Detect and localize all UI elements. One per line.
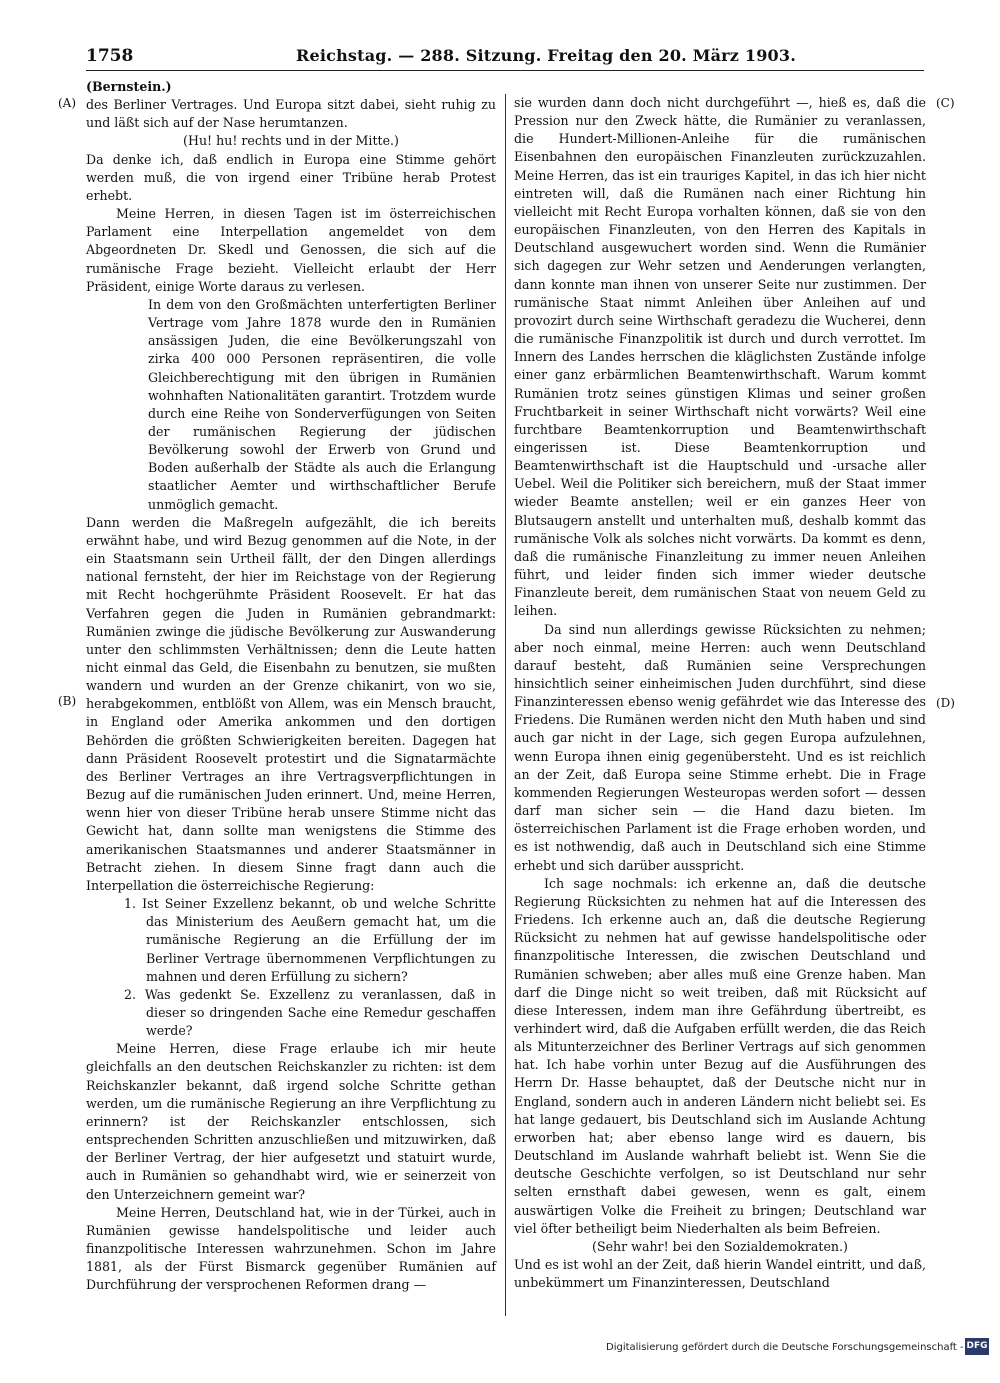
- interjection: (Hu! hu! rechts und in der Mitte.): [183, 133, 399, 149]
- margin-mark-a: (A): [58, 96, 77, 110]
- paragraph: sie wurden dann doch nicht durchgeführt —, hieß es, daß die Pression nur den Zweck hätte, die Rumänier zu veranlassen, die Hundert-Millionen-Anleihe für die rumänischen Eisenbahnen den europäischen Finanzleuten zurückzuzahlen. Meine Herren, das ist ein trauriges Kapitel, in das ich hier nicht eintreten will, daß die Rumänen nach einer Richtung hin vielleicht mit Recht Europa vorhalten können, daß sie von den europäischen Finanzleuten, von den Herren des Kapitals in Deutschland ausgewuchert worden sind. Wenn die Rumänier sich dagegen zur Wehr setzen und Aenderungen verlangten, dann konnte man ihnen von unserer Seite nur zustimmen. Der rumänische Staat nimmt Anleihen über Anleihen auf und provozirt durch seine Wirthschaft geradezu die Wucherei, denn die rumänische Finanzpolitik ist durch und durch verrottet. Im Innern des Landes herrschen die kläglichsten Zustände infolge einer ganz erbärmlichen Beamtenwirthschaft. Warum kommt Rumänien trotz seines günstigen Klimas und seiner großen Fruchtbarkeit in seiner Wirthschaft nicht vorwärts? Weil eine furchtbare Beamtenkorruption und Beamtenwirthschaft eingerissen ist. Diese Beamtenkorruption und Beamtenwirthschaft ist die Hauptschuld und -ursache aller Uebel. Weil die Politiker sich bereichern, muß der Staat immer wieder Beamte anstellen; weil er ein ganzes Heer von Blutsaugern anstellt und unterhalten muß, deshalb kommt das rumänische Volk als solches nicht vorwärts. Da kommt es denn, daß die rumänische Finanzleitung zu immer neuen Anleihen führt, und leider finden sich immer wieder deutsche Finanzleute bereit, dem rumänischen Staat von neuem Geld zu leihen.: [514, 95, 926, 619]
- paragraph: Da denke ich, daß endlich in Europa eine Stimme gehört werden muß, die von irgend einer Tribüne herab Protest erhebt.: [86, 151, 496, 203]
- margin-mark-c: (C): [936, 96, 955, 110]
- running-title: Reichstag. — 288. Sitzung. Freitag den 20. März 1903.: [296, 46, 796, 65]
- column-divider: [505, 94, 506, 1316]
- paragraph: Meine Herren, Deutschland hat, wie in der Türkei, auch in Rumänien gewisse handelspolitische und leider auch finanzpolitische Interessen wahrzunehmen. Schon im Jahre 1881, als der Fürst Bismarck gegenüber Rumänien auf Durchführung der versprochenen Reformen drang —: [86, 1204, 496, 1293]
- interjection: (Sehr wahr! bei den Sozialdemokraten.): [592, 1238, 848, 1254]
- header-rule: [86, 70, 924, 71]
- margin-mark-b: (B): [58, 694, 77, 708]
- page-number: 1758: [86, 46, 134, 66]
- paragraph: Meine Herren, in diesen Tagen ist im österreichischen Parlament eine Interpellation angemeldet von dem Abgeordneten Dr. Skedl und Genossen, die sich auf die rumänische Frage bezieht. Vielleicht erlaubt der Herr Präsident, einige Worte daraus zu verlesen.: [86, 206, 496, 294]
- page-header: [86, 44, 924, 68]
- paragraph: Und es ist wohl an der Zeit, daß hierin Wandel eintritt, und daß, unbekümmert um Finanzinteressen, Deutschland: [514, 1257, 926, 1291]
- speaker-label: (Bernstein.): [86, 79, 172, 94]
- list-item: 2. Was gedenkt Se. Exzellenz zu veranlassen, daß in dieser so dringenden Sache eine Remedur geschaffen werde?: [124, 986, 496, 1039]
- margin-mark-d: (D): [936, 696, 955, 710]
- paragraph: Ich sage nochmals: ich erkenne an, daß die deutsche Regierung Rücksichten zu nehmen hat auf die Interessen des Friedens. Ich erkenne auch an, daß die deutsche Regierung Rücksicht zu nehmen hat auf gewisse handelspolitische oder finanzpolitische Interessen, die zwischen Deutschland und Rumänien schweben; aber alles muß eine Grenze haben. Man darf die Dinge nicht so weit treiben, daß mit Rücksicht auf diese Interessen, indem man ihre Gefährdung übertreibt, es verhindert wird, daß die Aufgaben erfüllt werden, die das Reich als Mitunterzeichner des Berliner Vertrags auf sich genommen hat. Ich habe vorhin unter Bezug auf die Ausführungen des Herrn Dr. Hasse behauptet, daß der Deutsche nicht nur in England, sondern auch in anderen Ländern nicht beliebt sei. Es hat lange gedauert, bis Deutschland sich im Auslande Achtung erworben hat; aber ebenso lange wird es dauern, bis Deutschland im Auslande wahrhaft beliebt ist. Wenn Sie die deutsche Geschichte verfolgen, so ist Deutschland nur sehr selten ernsthaft dabei gewesen, wenn es galt, einem auswärtigen Volke die Freiheit zu bringen; Deutschland war viel öfter betheiligt beim Niederhalten als beim Befreien.: [514, 875, 926, 1236]
- paragraph: Da sind nun allerdings gewisse Rücksichten zu nehmen; aber noch einmal, meine Herren: auch wenn Deutschland darauf besteht, daß Rumänien seine Versprechungen hinsichtlich seiner einheimischen Juden durchführt, sind diese Finanzinteressen ebenso wenig gefährdet wie das Interesse des Friedens. Die Rumänen werden nicht den Muth haben und sind auch gar nicht in der Lage, sich gegen Europa aufzulehnen, wenn Europa ihnen einig gegenübersteht. Und es ist reichlich an der Zeit, daß Europa seine Stimme erhebt. Die in Frage kommenden Regierungen Westeuropas werden sofort — dessen darf man sicher sein — die Hand dazu bieten. Im österreichischen Parlament ist die Frage erhoben worden, und es ist nothwendig, daß auch in Deutschland sich eine Stimme erhebt und sich darüber ausspricht.: [514, 621, 926, 873]
- paragraph: des Berliner Vertrages. Und Europa sitzt dabei, sieht ruhig zu und läßt sich auf der Nase herumtanzen.: [86, 97, 496, 131]
- paragraph: Meine Herren, diese Frage erlaube ich mir heute gleichfalls an den deutschen Reichskanzler zu richten: ist dem Reichskanzler bekannt, daß irgend solche Schritte gethan werden, um die rumänische Regierung an ihre Verpflichtung zu erinnern? ist der Reichskanzler entschlossen, sich entsprechenden Schritten anzuschließen und mitzuwirken, daß der Berliner Vertrag, der hier aufgesetzt und statuirt wurde, auch in Rumänien so gehandhabt wird, wie er seinerzeit von den Unterzeichnern gemeint war?: [86, 1041, 496, 1202]
- dfg-logo: DFG: [965, 1338, 989, 1355]
- left-column: [86, 78, 496, 1294]
- paragraph: Dann werden die Maßregeln aufgezählt, die ich bereits erwähnt habe, und wird Bezug genommen auf die Note, in der ein Staatsmann sein Urtheil fällt, der den Dingen allerdings national fernsteht, der hier im Reichstage von der Regierung mit Recht hochgerühmte Präsident Roosevelt. Er hat das Verfahren gegen die Juden in Rumänien gebrandmarkt: Rumänien zwinge die jüdische Bevölkerung zur Auswanderung unter den schlimmsten Verhältnissen; denn die Leute hatten nicht einmal das Geld, die Eisenbahn zu benutzen, sie mußten wandern und wurden an der Grenze chikanirt, von wo sie, herabgekommen, entblößt von Allem, was ein Mensch braucht, in England oder Amerika ankommen und den dortigen Behörden die größten Schwierigkeiten bereiten. Dagegen hat dann Präsident Roosevelt protestirt und die Signatarmächte des Berliner Vertrages an ihre Vertragsverpflichtungen in Bezug auf die rumänischen Juden erinnert. Und, meine Herren, wenn hier von dieser Tribüne herab unsere Stimme nicht das Gewicht hat, dann sollte man wenigstens die Stimme des amerikanischen Staatsmannes und anderer Staatsmänner in Betracht ziehen. In diesem Sinne fragt dann auch die Interpellation die österreichische Regierung:: [86, 514, 496, 893]
- digitization-credit: Digitalisierung gefördert durch die Deutsche Forschungsgemeinschaft -: [606, 1342, 964, 1353]
- right-column: [514, 94, 926, 1292]
- block-quote: In dem von den Großmächten unterfertigten Berliner Vertrage vom Jahre 1878 wurde den in Rumänien ansässigen Juden, die eine Bevölkerungszahl von zirka 400 000 Personen repräsentiren, die volle Gleichberechtigung mit den übrigen in Rumänien wohnhaften Nationalitäten garantirt. Trotzdem wurde durch eine Reihe von Sonderverfügungen von Seiten der rumänischen Regierung der jüdischen Bevölkerung sowohl der Erwerb von Grund und Boden außerhalb der Städte als auch die Erlangung staatlicher Aemter und wirthschaftlicher Berufe unmöglich gemacht.: [148, 296, 496, 512]
- list-item: 1. Ist Seiner Exzellenz bekannt, ob und welche Schritte das Ministerium des Aeußern gemacht hat, um die rumänische Regierung an die Erfüllung der im Berliner Vertrage übernommenen Verpflichtungen zu mahnen und deren Erfüllung zu sichern?: [124, 896, 496, 984]
